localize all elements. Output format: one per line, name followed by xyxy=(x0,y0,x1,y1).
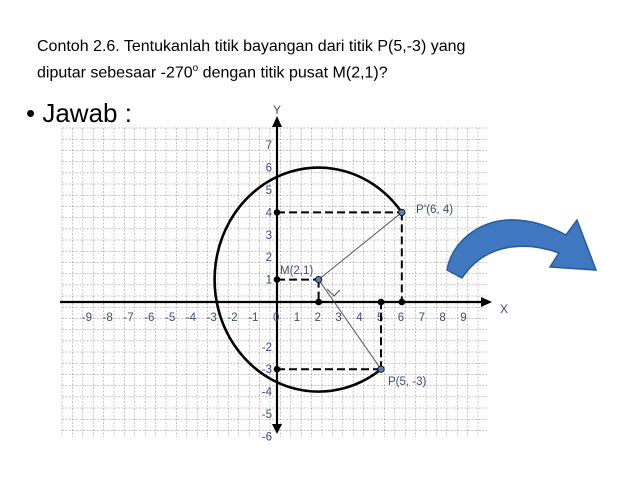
answer-label: • Jawab : xyxy=(26,98,132,128)
x-tick-label: -2 xyxy=(227,312,238,324)
x-tick-label: 5 xyxy=(377,312,384,324)
degree-symbol: o xyxy=(192,63,199,74)
x-tick-label: -7 xyxy=(123,312,134,324)
x-tick-label: 6 xyxy=(397,312,405,324)
x-tick-label: 0 xyxy=(273,312,280,324)
y-tick-label: 1 xyxy=(265,274,272,287)
x-tick-label: -4 xyxy=(185,312,197,324)
point-m xyxy=(315,276,321,282)
x-axis-label: X xyxy=(500,302,509,316)
y-tick-label: 5 xyxy=(265,185,272,197)
y-axis-arrowhead xyxy=(272,116,282,127)
construction xyxy=(215,168,405,392)
point-p-image-label: P’(6, 4) xyxy=(416,204,454,216)
x-tick-label: 4 xyxy=(356,312,363,324)
x-axis-arrowhead xyxy=(481,297,492,307)
x-tick-label: 3 xyxy=(335,312,342,324)
point-m-label: M(2,1) xyxy=(280,265,314,277)
x-tick-label: 9 xyxy=(460,312,467,324)
x-tick-label: -5 xyxy=(165,312,176,324)
x-tick-label: 7 xyxy=(418,312,426,324)
y-tick-label: 3 xyxy=(265,229,272,242)
x-tick-label: -8 xyxy=(102,312,113,324)
y-tick-label: -3 xyxy=(261,364,272,377)
question-text-end: dengan titik pusat M(2,1)? xyxy=(198,64,388,82)
x-tick-label: -1 xyxy=(248,312,259,324)
point-p-image xyxy=(399,209,405,215)
question-text: diputar sebesaar -270 xyxy=(37,64,193,82)
point-p-label: P(5, -3) xyxy=(388,376,427,388)
axis-dot xyxy=(378,299,385,306)
axes xyxy=(60,116,492,434)
tick-labels xyxy=(82,140,467,443)
y-axis-label: Y xyxy=(273,103,282,117)
segment-m-p xyxy=(319,280,384,370)
x-tick-label: 8 xyxy=(439,312,446,324)
axis-dot xyxy=(274,366,281,373)
x-tick-label: -6 xyxy=(144,312,155,324)
grid xyxy=(62,128,487,437)
point-p xyxy=(378,366,384,372)
y-tick-label: -6 xyxy=(261,431,272,444)
x-tick-label: -9 xyxy=(81,312,93,324)
segment-m-p-image xyxy=(319,212,402,279)
y-tick-label: 4 xyxy=(265,207,272,220)
axis-dot xyxy=(315,299,322,306)
y-tick-label: -2 xyxy=(261,341,272,354)
y-tick-label: 7 xyxy=(265,140,272,153)
axis-dot xyxy=(274,209,281,216)
y-tick-label: 6 xyxy=(265,162,272,175)
x-tick-label: 2 xyxy=(314,312,322,324)
y-tick-label: 2 xyxy=(265,252,272,265)
axis-dot xyxy=(399,299,406,306)
axis-dot xyxy=(274,276,281,283)
x-tick-label: 1 xyxy=(293,312,301,324)
y-tick-label: -4 xyxy=(261,386,272,399)
x-tick-label: -3 xyxy=(206,312,217,324)
y-tick-label: -5 xyxy=(261,409,272,421)
question-line-1: Contoh 2.6. Tentukanlah titik bayangan dari titik P(5,-3) yang xyxy=(37,38,466,55)
